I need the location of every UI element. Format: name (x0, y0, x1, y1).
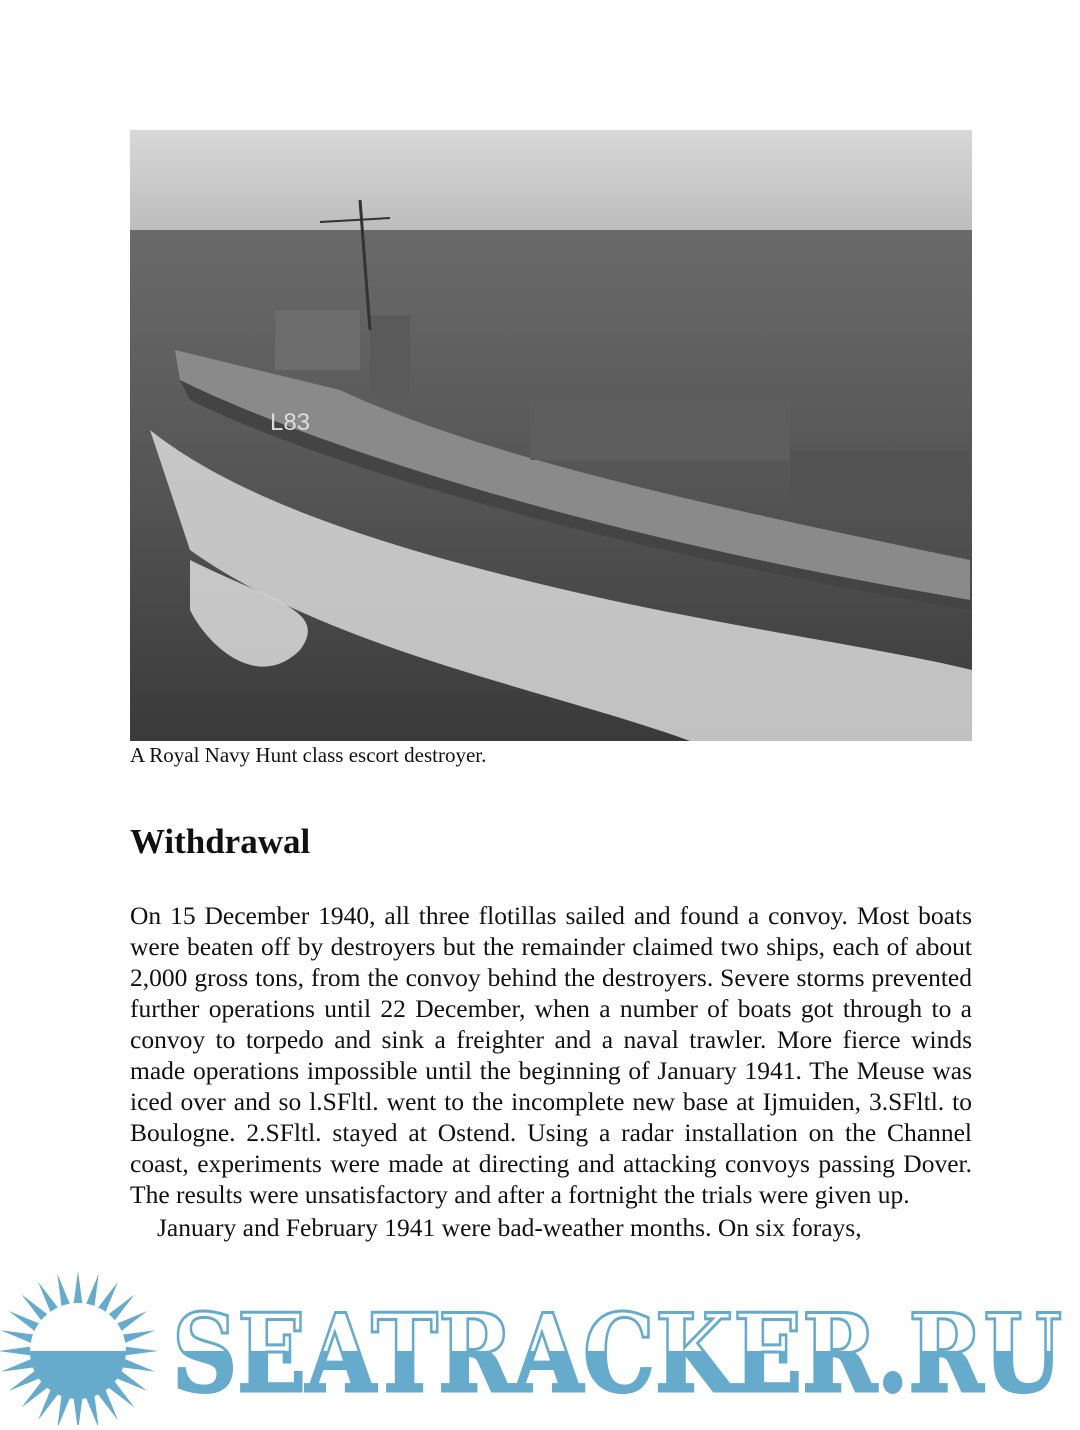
figure-caption: A Royal Navy Hunt class escort destroyer. (130, 743, 487, 767)
watermark-text: SEATRACKER.RU (172, 1291, 1062, 1417)
watermark-logo (0, 1265, 1080, 1425)
section-title: Withdrawal (130, 822, 311, 861)
sun-ray (73, 1396, 82, 1425)
destroyer-photo (130, 130, 972, 741)
sun-ray (120, 1330, 155, 1344)
sun-ray (0, 1346, 33, 1355)
paragraph: On 15 December 1940, all three flotillas sailed and found a convoy. Most boats were beaten off by destroyers but the remainder claimed two ships, each of about 2,000 gross tons, from the convoy behind the destroyers. Severe storms prevented further operations until 22 December, when a number of boats got through to a convoy to torpedo and sink a freighter and a naval trawler. More fierce winds made operations impossible until the beginning of January 1941. The Meuse was iced over and so l.SFltl. went to the incomplete new base at Ijmuiden, 3.SFltl. to Boulogne. 2.SFltl. stayed at Ostend. Using a radar installation on the Channel coast, experiments were made at directing and attacking convoys passing Dover. The results were unsatisfactory and after a fortnight the trials were given up. (130, 901, 972, 1209)
hull-marking: L83 (270, 409, 311, 436)
sun-ray (57, 1274, 71, 1309)
sun-ray (73, 1271, 82, 1306)
sun-ray (1, 1330, 36, 1344)
sun-ray (123, 1346, 158, 1355)
sun-ray (85, 1274, 99, 1309)
body-text (130, 900, 972, 1243)
sun-icon (0, 1271, 158, 1425)
sun-ray (120, 1358, 155, 1372)
sun-ray (1, 1358, 36, 1372)
paragraph: January and February 1941 were bad-weather months. On six forays, (157, 1213, 862, 1242)
